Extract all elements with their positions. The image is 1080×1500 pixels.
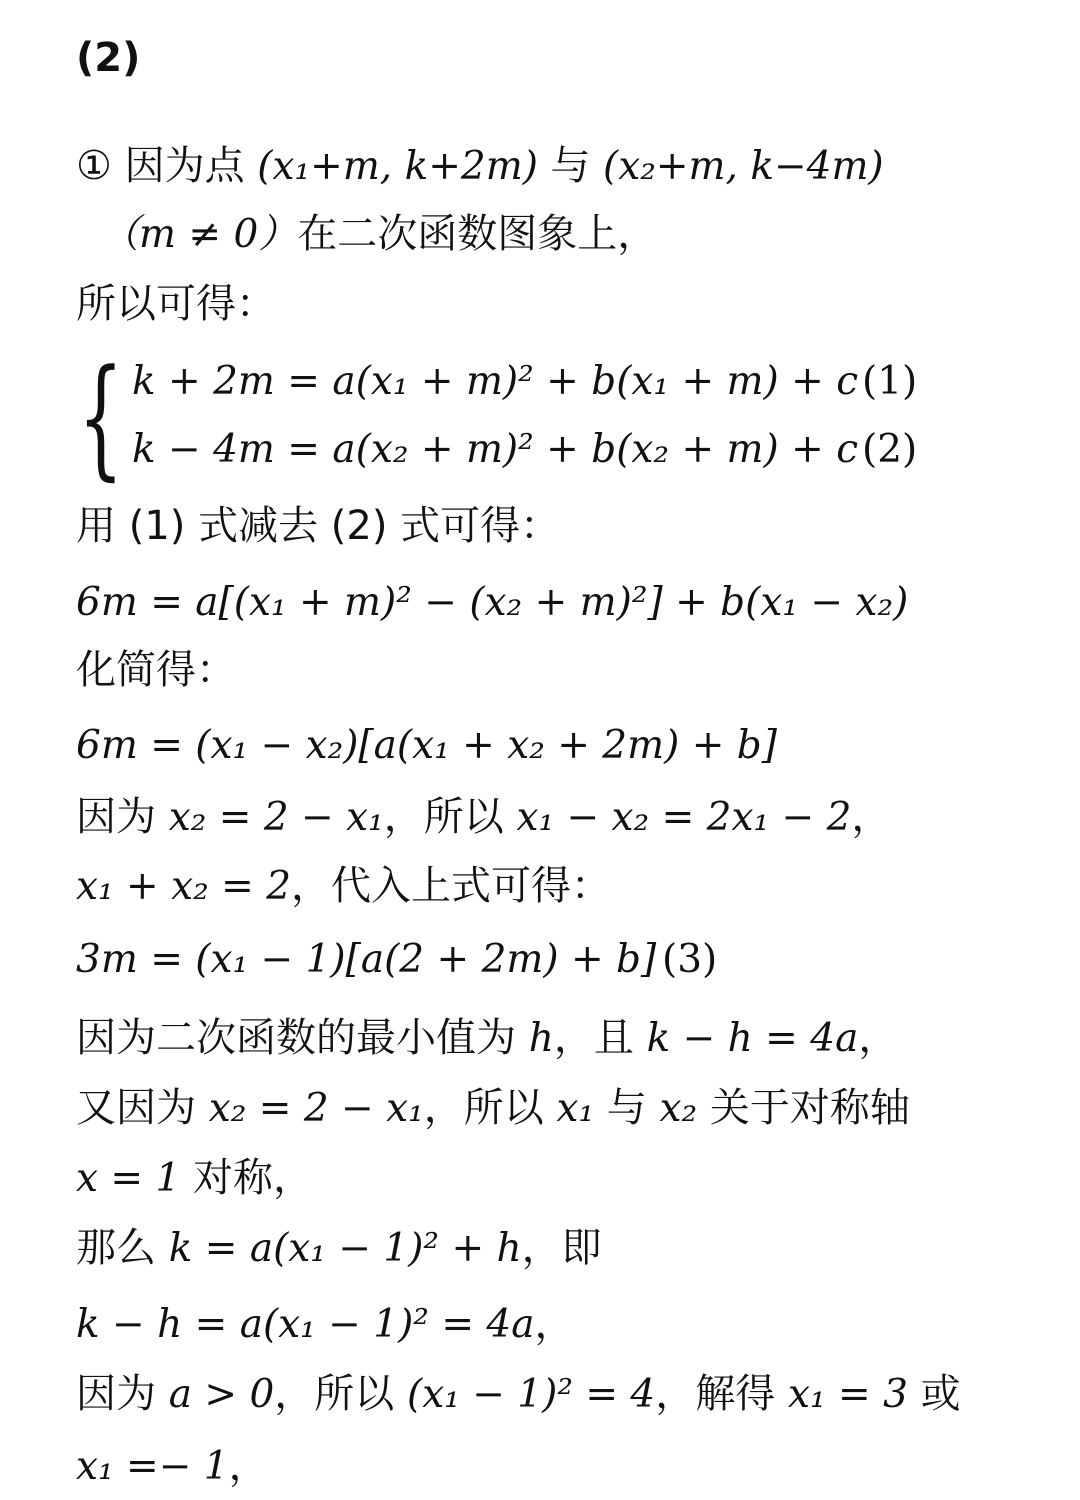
text: 与 bbox=[594, 1085, 660, 1131]
left-brace-icon: { bbox=[78, 341, 124, 493]
text: 或 bbox=[907, 1371, 961, 1417]
math: x = 1 bbox=[76, 1156, 181, 1201]
equation-tag-3: (3) bbox=[662, 937, 718, 982]
equation-tag-2: (2) bbox=[862, 427, 918, 472]
part-heading: (2) bbox=[76, 35, 141, 81]
text: ，所以 bbox=[423, 1085, 557, 1131]
math: (x₂+m, k−4m) bbox=[603, 144, 884, 189]
text: ，所以 bbox=[274, 1371, 407, 1417]
text: 关于对称轴 bbox=[697, 1085, 910, 1131]
math: x₁ = 3 bbox=[787, 1372, 908, 1417]
line-15 bbox=[76, 1301, 575, 1347]
math: x₂ bbox=[659, 1086, 698, 1131]
line-2 bbox=[100, 211, 658, 257]
equation-tag-1: (1) bbox=[862, 359, 918, 404]
math: k − h = a(x₁ − 1)² = 4a bbox=[76, 1302, 535, 1347]
text: ，即 bbox=[521, 1225, 602, 1271]
math: (x₁ − 1)² = 4 bbox=[406, 1372, 656, 1417]
math: x₁ − x₂ = 2x₁ − 2 bbox=[516, 795, 852, 840]
text: ， bbox=[534, 1301, 575, 1347]
line-9 bbox=[76, 863, 612, 909]
line-5: 6m = a[(x₁ + m)² − (x₂ + m)²] + b(x₁ − x₂) bbox=[76, 580, 909, 625]
line-14 bbox=[76, 1225, 602, 1271]
math: a > 0 bbox=[168, 1372, 275, 1417]
system-equation-2: k − 4m = a(x₂ + m)² + b(x₂ + m) + c bbox=[132, 427, 859, 472]
text: ，且 bbox=[553, 1015, 647, 1061]
text: 与 bbox=[550, 143, 604, 189]
text: 对称， bbox=[180, 1155, 313, 1201]
math: h bbox=[528, 1016, 554, 1061]
text: 因为 bbox=[76, 1371, 169, 1417]
line-17 bbox=[76, 1443, 269, 1489]
line-6: 化简得： bbox=[76, 647, 236, 693]
text: 因为 bbox=[76, 794, 169, 840]
math: x₁ + x₂ = 2 bbox=[76, 864, 292, 909]
text: ， bbox=[858, 1015, 899, 1061]
math: x₁ =− 1 bbox=[76, 1444, 229, 1489]
math: x₂ = 2 − x₁ bbox=[208, 1086, 424, 1131]
line-16 bbox=[76, 1371, 961, 1417]
text: ， bbox=[851, 794, 892, 840]
math: k − h = 4a bbox=[646, 1016, 859, 1061]
line-12 bbox=[76, 1085, 910, 1131]
line-1 bbox=[76, 143, 884, 189]
text: ，代入上式可得： bbox=[291, 863, 612, 909]
text: 因为二次函数的最小值为 bbox=[76, 1015, 529, 1061]
math: x₂ = 2 − x₁ bbox=[168, 795, 384, 840]
circled-one-marker: ① bbox=[76, 143, 125, 189]
line-3: 所以可得： bbox=[76, 281, 276, 327]
line-4: 用 (1) 式减去 (2) 式可得： bbox=[76, 503, 561, 549]
text: ， bbox=[228, 1443, 269, 1489]
text: ，解得 bbox=[655, 1371, 788, 1417]
math: k = a(x₁ − 1)² + h bbox=[168, 1226, 522, 1271]
math: （m ≠ 0） bbox=[100, 212, 298, 257]
line-10 bbox=[76, 937, 657, 982]
math: 3m = (x₁ − 1)[a(2 + 2m) + b] bbox=[76, 937, 657, 982]
text: ，所以 bbox=[383, 794, 517, 840]
line-8 bbox=[76, 794, 892, 840]
math: (x₁+m, k+2m) bbox=[257, 144, 551, 189]
math: x₁ bbox=[556, 1086, 595, 1131]
text: 那么 bbox=[76, 1225, 169, 1271]
line-7: 6m = (x₁ − x₂)[a(x₁ + x₂ + 2m) + b] bbox=[76, 723, 777, 768]
text: 在二次函数图象上， bbox=[297, 211, 658, 257]
text: 又因为 bbox=[76, 1085, 209, 1131]
text: 因为点 bbox=[124, 143, 258, 189]
line-13 bbox=[76, 1155, 313, 1201]
system-equation-1: k + 2m = a(x₁ + m)² + b(x₁ + m) + c bbox=[132, 359, 859, 404]
line-11 bbox=[76, 1015, 899, 1061]
